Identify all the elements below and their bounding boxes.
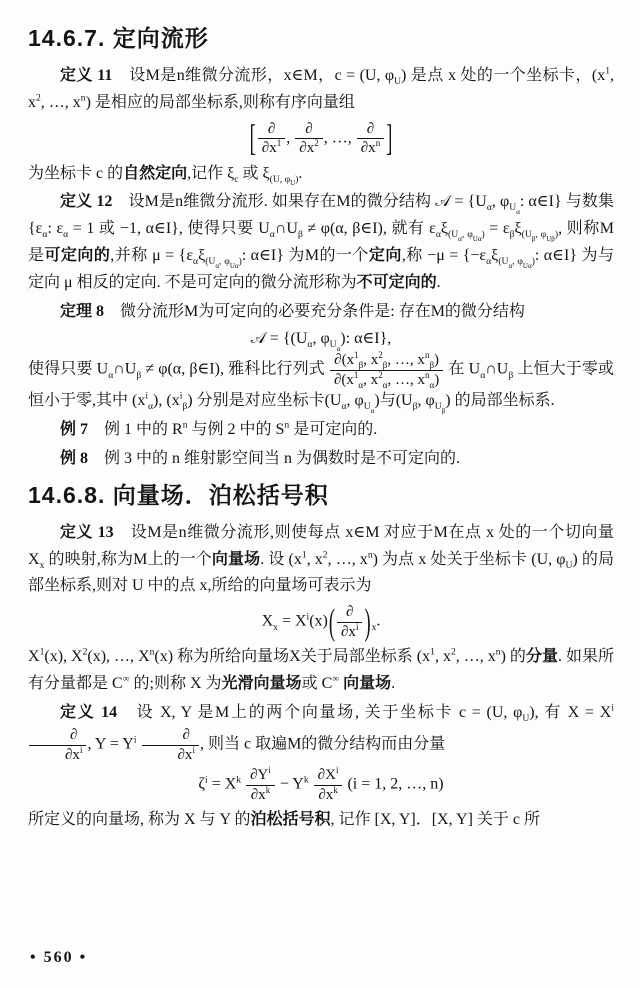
paragraph-components: $X^1(x)$, $X^2(x)$, …, $X^n(x)$ 称为所给向量场X关于局部坐标系 ($x^1$, $x^2$, …, $x^n$) 的分量. 如果所有分量都是 C∞ 的;则称 X 为光滑向量场或 C∞ 向量场.: [28, 647, 614, 693]
paragraph-definition-14: 定义 14 设 X, Y 是M上的两个向量场, 关于坐标卡 c = (U, $\varphi_U$), 有 $X = X^i$ $\frac{\partial}{\partial x^i}$ , $Y = Y^i$ $\frac{\partial}{\partial x^i}$ , 则当 c 取遍M的微分结构而由分量: [28, 700, 614, 763]
section-heading-vector-fields-poisson: 14.6.8. 向量场．泊松括号积: [28, 481, 329, 508]
paragraph-theorem-8: 定理 8 微分流形M为可定向的必要充分条件是: 存在M的微分结构: [60, 302, 525, 320]
paragraph-poisson-bracket-name: 所定义的向量场, 称为 X 与 Y 的泊松括号积, 记作 [X, Y]．[X, Y] 关于 c 所: [28, 811, 540, 829]
formula-poisson-bracket: $\zeta^i = X^k$ $\frac{\partial Y^i}{\partial x^k}$ − $Y^k$ $\frac{\partial X^i}{\partial x^k}$ (i = 1, 2, …, n): [198, 765, 444, 803]
section-heading-oriented-manifolds: 14.6.7. 定向流形: [28, 25, 209, 51]
page-number: • 560 •: [30, 949, 88, 967]
paragraph-example-8: 例 8 例 3 中的 n 维射影空间当 n 为偶数时是不可定向的.: [60, 450, 461, 468]
paragraph-natural-orientation: 为坐标卡 c 的自然定向,记作 $\xi_c$ 或 $\xi_{(U, \varphi U)}$.: [28, 164, 303, 188]
paragraph-jacobian-condition: 使得只要 $U_\alpha\cap U_\beta \ne \varphi(\alpha$, β∈I), 雅科比行列式 $\frac{\partial(x^1_\beta, x^2_\beta, \dots, x^n_\beta)}{\partial(x^1_\alpha, x^2_\alpha, \dots, x^n_\alpha)}$ 在 $U_\alpha\cap U_\beta$ 上恒大于零或恒小于零,其中 $(x^i_\alpha)$, $(x^i_\beta)$ 分别是对应坐标卡($U_\alpha$, $\varphi_{U\alpha}$)与($U_\beta$, $\varphi_{U\beta}$) 的局部坐标系.: [28, 350, 614, 416]
paragraph-example-7: 例 7 例 1 中的 $R^n$ 与例 2 中的 $S^n$ 是可定向的.: [60, 419, 378, 439]
formula-vector-field-expression: $X_x = X^i(x)$( $\frac{\partial}{\partial x^i}$ )$_x$.: [261, 601, 381, 642]
paragraph-definition-12: 定义 12 设M是n维微分流形. 如果存在M的微分结构 𝒜 = {$U_\alpha$, $\varphi_{U\alpha}$: α∈I} 与数集 {$\varepsilon_\alpha$: $\varepsilon_\alpha = 1$ 或 −1, α∈I}, 使得只要 $U_\alpha\cap U_\beta \ne \varphi(\alpha$, β∈I), 就有 $\varepsilon_\alpha\xi_{(U\alpha, \varphi U\alpha)} = \varepsilon_\beta\xi_{(U\beta, \varphi U\beta)}$, 则称M是可定向的,并称 $\mu = \{\varepsilon_\alpha\xi_{(U\alpha, \varphi U\alpha)}$: α∈I} 为M的一个定向,称 $-\mu = \{-\varepsilon_\alpha\xi_{(U\alpha, \varphi U\alpha)}$: α∈I} 为与定向 μ 相反的定向. 不是可定向的微分流形称为不可定向的.: [28, 193, 615, 292]
formula-coordinate-frame: [ $\frac{\partial}{\partial x^1}$ , $\frac{\partial}{\partial x^2}$ , …, $\frac{\partial}{\partial x^n}$ ]: [249, 118, 393, 159]
paragraph-definition-11: 定义 11 设M是n维微分流形，x∈M，c = (U, $\varphi_U$) 是点 x 处的一个坐标卡，($x^1$, $x^2$, …, $x^n$) 是相应的局部坐标系,则称有序向量组: [28, 65, 614, 111]
paragraph-definition-13: 定义 13 设M是n维微分流形,则使每点 x∈M 对应于M在点 x 处的一个切向量 $X_x$ 的映射,称为M上的一个向量场. 设 ($x^1$, $x^2$, …, $x^n$) 为点 x 处关于坐标卡 (U, $\varphi_U$) 的局部坐标系,则对 U 中的点 x,所给的向量场可表示为: [28, 523, 614, 595]
formula-differential-structure: 𝒜 = {($U_\alpha$, $\varphi_{U\alpha}$): α∈I},: [250, 329, 392, 353]
